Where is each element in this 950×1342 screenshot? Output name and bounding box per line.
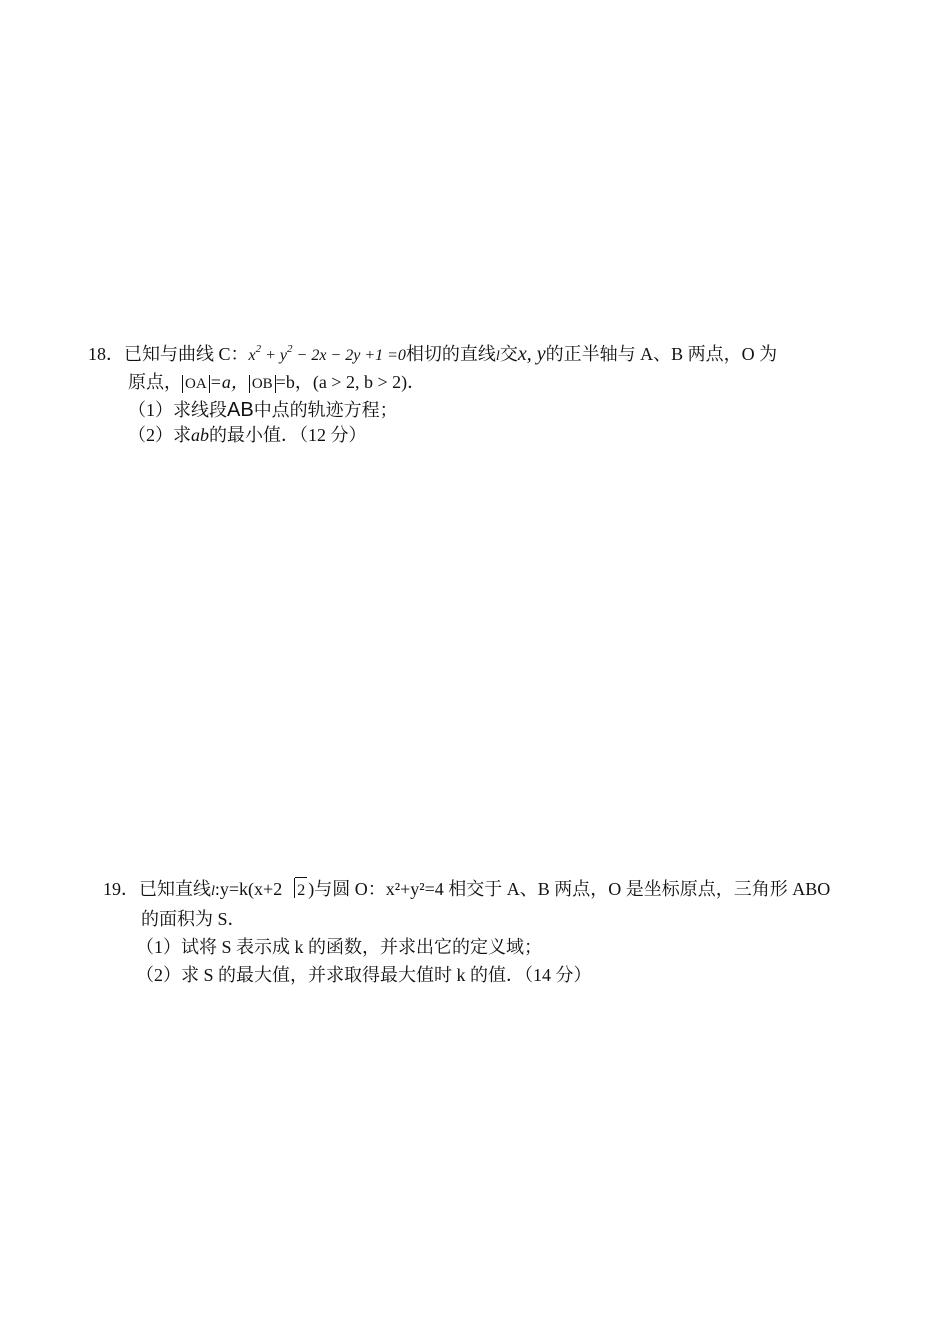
problem-18-curve-equation: $x^2 + y^2 - 2x - 2y +1 =0$ [248, 343, 406, 364]
problem-18-text: =b， [275, 372, 313, 392]
problem-18-text: 原点， [128, 372, 182, 392]
problem-18-line-2 [128, 369, 425, 395]
product-ab: ab [191, 425, 209, 445]
problem-18-text: ． [407, 372, 426, 392]
part-text: （2）求 [128, 425, 191, 445]
part-text: （1）求线段 [128, 400, 227, 420]
problem-18-part-1 [128, 397, 398, 423]
problem-18-text: 已知与曲线 C： [124, 344, 249, 364]
abs-ob: OB [249, 375, 276, 393]
problem-18-axes: x, y [517, 343, 546, 365]
part-text: （2）求 S 的最大值，并求取得最大值时 k 的值．（14 分） [136, 965, 592, 985]
problem-18-number: 18． [88, 344, 124, 364]
problem-19-line-2 [141, 906, 246, 932]
problem-19-line-symbol: l [211, 884, 215, 899]
problem-19-text: 已知直线 [139, 879, 211, 899]
problem-18-text: 的正半轴与 A、B 两点，O 为 [545, 344, 778, 364]
part-text: （1）试将 S 表示成 k 的函数，并求出它的定义域； [136, 937, 543, 957]
problem-19-line-1 [103, 876, 830, 902]
problem-18-line-1 [88, 341, 777, 367]
abs-oa: OA [182, 375, 210, 393]
sqrt-radicand: 2 [295, 877, 307, 904]
problem-18-condition: (a > 2, b > 2) [312, 372, 408, 392]
problem-19-part-2 [136, 962, 592, 988]
problem-18-part-2 [128, 422, 367, 448]
segment-ab: AB [227, 399, 254, 421]
problem-18-line-symbol: l [495, 349, 500, 364]
problem-18-text: 交 [499, 344, 518, 364]
sqrt-symbol [283, 876, 307, 904]
part-text: 的最小值．（12 分） [209, 425, 367, 445]
problem-18-text: 相切的直线 [405, 344, 496, 364]
problem-19-part-1 [136, 934, 542, 960]
problem-18-text: =a， [209, 372, 249, 392]
problem-19-text: :y=k(x+2 [214, 879, 283, 899]
problem-19-text: 的面积为 S． [141, 909, 246, 929]
problem-19-number: 19． [103, 879, 139, 899]
problem-19-text: )与圆 O：x²+y²=4 相交于 A、B 两点，O 是坐标原点，三角形 ABO [308, 879, 831, 899]
part-text: 中点的轨迹方程； [253, 400, 398, 420]
